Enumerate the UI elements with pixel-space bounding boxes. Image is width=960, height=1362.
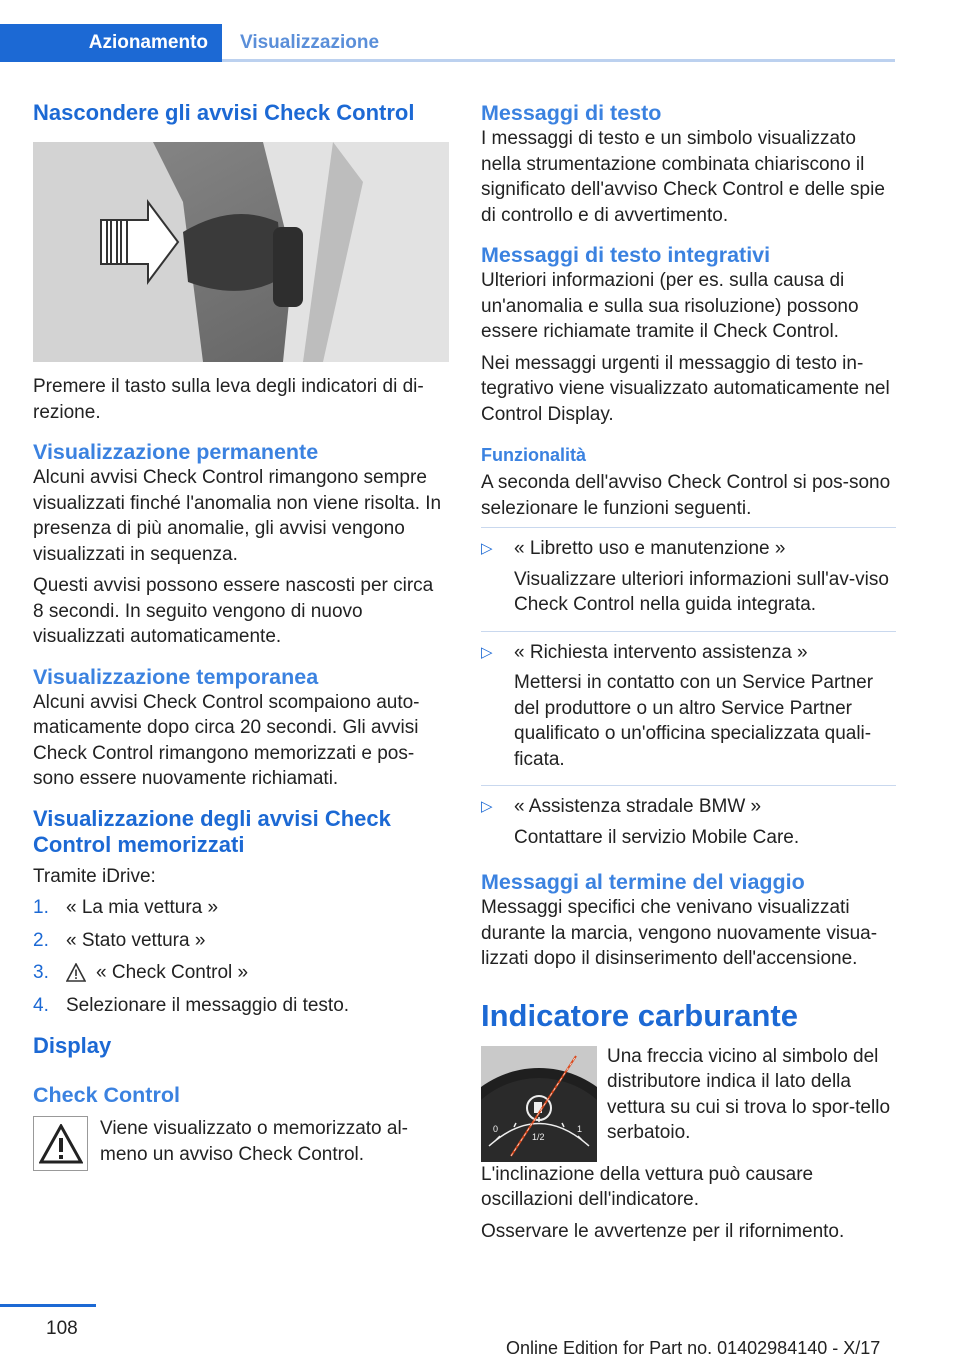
option-description: Visualizzare ulteriori informazioni sull'av-viso Check Control nella guida integrata.: [514, 568, 889, 615]
divider: [481, 527, 896, 528]
heading-end-of-trip-messages: Messaggi al termine del viaggio: [481, 870, 805, 894]
bullet-triangle-icon: ▷: [481, 540, 493, 557]
step-number: 1.: [33, 897, 49, 918]
gauge-label-half: 1/2: [532, 1131, 545, 1142]
paragraph-temporary: Alcuni avvisi Check Control scompaiono auto-maticamente dopo circa 20 secondi. Gli avvisi Check Control rimangono memorizzati e pos-sono essere nuovamente richiamati.: [33, 691, 420, 789]
functions-list: [481, 536, 896, 623]
divider: [481, 785, 896, 786]
gauge-label-empty: 0: [493, 1123, 499, 1134]
step-number: 2.: [33, 929, 49, 951]
functions-list: [481, 794, 896, 855]
heading-functions: Funzionalità: [481, 445, 586, 465]
heading-permanent-display: Visualizzazione permanente: [33, 440, 319, 464]
step-number: 4.: [33, 994, 49, 1016]
paragraph-functions: A seconda dell'avviso Check Control si pos-sono selezionare le funzioni seguenti.: [481, 472, 891, 519]
header-divider: [222, 59, 895, 62]
tab-azionamento[interactable]: Azionamento: [0, 24, 222, 62]
heading-check-control: Check Control: [33, 1083, 180, 1107]
paragraph-press-button: Premere il tasto sulla leva degli indicatori di di-rezione.: [33, 376, 424, 423]
step-number: 3.: [33, 962, 49, 983]
functions-list: [481, 640, 896, 778]
paragraph-check-control: Viene visualizzato o memorizzato al-meno un avviso Check Control.: [100, 1118, 409, 1165]
option-title: « Richiesta intervento assistenza »: [514, 641, 808, 663]
step-text: Selezionare il messaggio di testo.: [66, 994, 350, 1016]
step-text: « Check Control »: [96, 962, 249, 983]
heading-stored-messages: Visualizzazione degli avvisi Check Control memorizzati: [33, 805, 391, 857]
option-description: Contattare il servizio Mobile Care.: [514, 826, 800, 848]
fuel-gauge-row: [481, 1044, 896, 1162]
tab-visualizzazione[interactable]: Visualizzazione: [240, 32, 380, 53]
paragraph-supplementary-2: Nei messaggi urgenti il messaggio di testo in-tegrativo viene visualizzato automaticamente nel Control Display.: [481, 352, 890, 425]
warning-triangle-icon: [66, 963, 86, 982]
heading-supplementary-messages: Messaggi di testo integrativi: [481, 243, 771, 267]
paragraph-via-idrive: Tramite iDrive:: [33, 865, 156, 887]
paragraph-fuel-1: Una freccia vicino al simbolo del distributore indica il lato della vettura su cui si trova lo spor-tello serbatoio.: [607, 1045, 891, 1143]
header-tabs: [0, 0, 895, 62]
paragraph-fuel-2: L'inclinazione della vettura può causare oscillazioni dell'indicatore.: [481, 1163, 814, 1210]
paragraph-supplementary-1: Ulteriori informazioni (per es. sulla causa di un'anomalia e sulla sua risoluzione) possono essere richiamate tramite il Check Control.: [481, 270, 859, 342]
warning-triangle-icon: [39, 1124, 83, 1164]
check-control-row: [33, 1116, 449, 1173]
paragraph-permanent-2: Questi avvisi possono essere nascosti per circa 8 secondi. In seguito vengono di nuovo visualizzati automaticamente.: [33, 575, 434, 647]
heading-fuel-gauge: Indicatore carburante: [481, 997, 798, 1033]
list-item: [33, 928, 449, 954]
idrive-steps-list: [33, 895, 449, 1018]
check-control-symbol: [33, 1116, 88, 1171]
step-text: « Stato vettura »: [66, 929, 206, 951]
option-title: « Libretto uso e manutenzione »: [514, 538, 786, 559]
heading-temporary-display: Visualizzazione temporanea: [33, 664, 319, 689]
list-item: [33, 993, 449, 1019]
list-item: [481, 640, 896, 778]
right-column: [481, 100, 896, 1250]
list-item: [33, 895, 449, 921]
bullet-triangle-icon: ▷: [481, 798, 493, 815]
gauge-label-full: 1: [577, 1123, 583, 1134]
heading-text-messages: Messaggi di testo: [481, 101, 662, 125]
heading-display: Display: [33, 1033, 112, 1058]
list-item: [481, 536, 896, 623]
list-item: [481, 794, 896, 855]
step-text: « La mia vettura »: [66, 897, 219, 918]
paragraph-permanent-1: Alcuni avvisi Check Control rimangono sempre visualizzati finché l'anomalia non viene risolta. In presenza di più anomalie, gli avvisi vengono visualizzati in sequenza.: [33, 467, 442, 565]
edition-note: Online Edition for Part no. 01402984140 - X/17: [506, 1338, 881, 1358]
turn-signal-lever-photo: [33, 142, 449, 362]
option-title: « Assistenza stradale BMW »: [514, 796, 762, 817]
list-item: [33, 960, 449, 986]
paragraph-fuel-3: Osservare le avvertenze per il rifornimento.: [481, 1220, 845, 1242]
footer-line: [0, 1304, 96, 1307]
bullet-triangle-icon: ▷: [481, 643, 493, 661]
heading-hide-check-control: Nascondere gli avvisi Check Control: [33, 100, 415, 125]
paragraph-text-messages: I messaggi di testo e un simbolo visualizzato nella strumentazione combinata chiariscono il significato dell'avviso Check Control e delle spie di controllo e di avvertimento.: [481, 128, 885, 226]
paragraph-end-of-trip: Messaggi specifici che venivano visualizzati durante la marcia, vengono nuovamente visua-lizzati dopo il disinserimento dell'accensione.: [481, 897, 878, 969]
divider: [481, 631, 896, 632]
left-column: [33, 100, 449, 1173]
page-number: 108: [46, 1318, 78, 1339]
fuel-gauge-photo: [481, 1046, 597, 1162]
option-description: Mettersi in contatto con un Service Partner del produttore o un altro Service Partner qualificato o un'officina specializzata quali-ficata.: [514, 672, 874, 770]
